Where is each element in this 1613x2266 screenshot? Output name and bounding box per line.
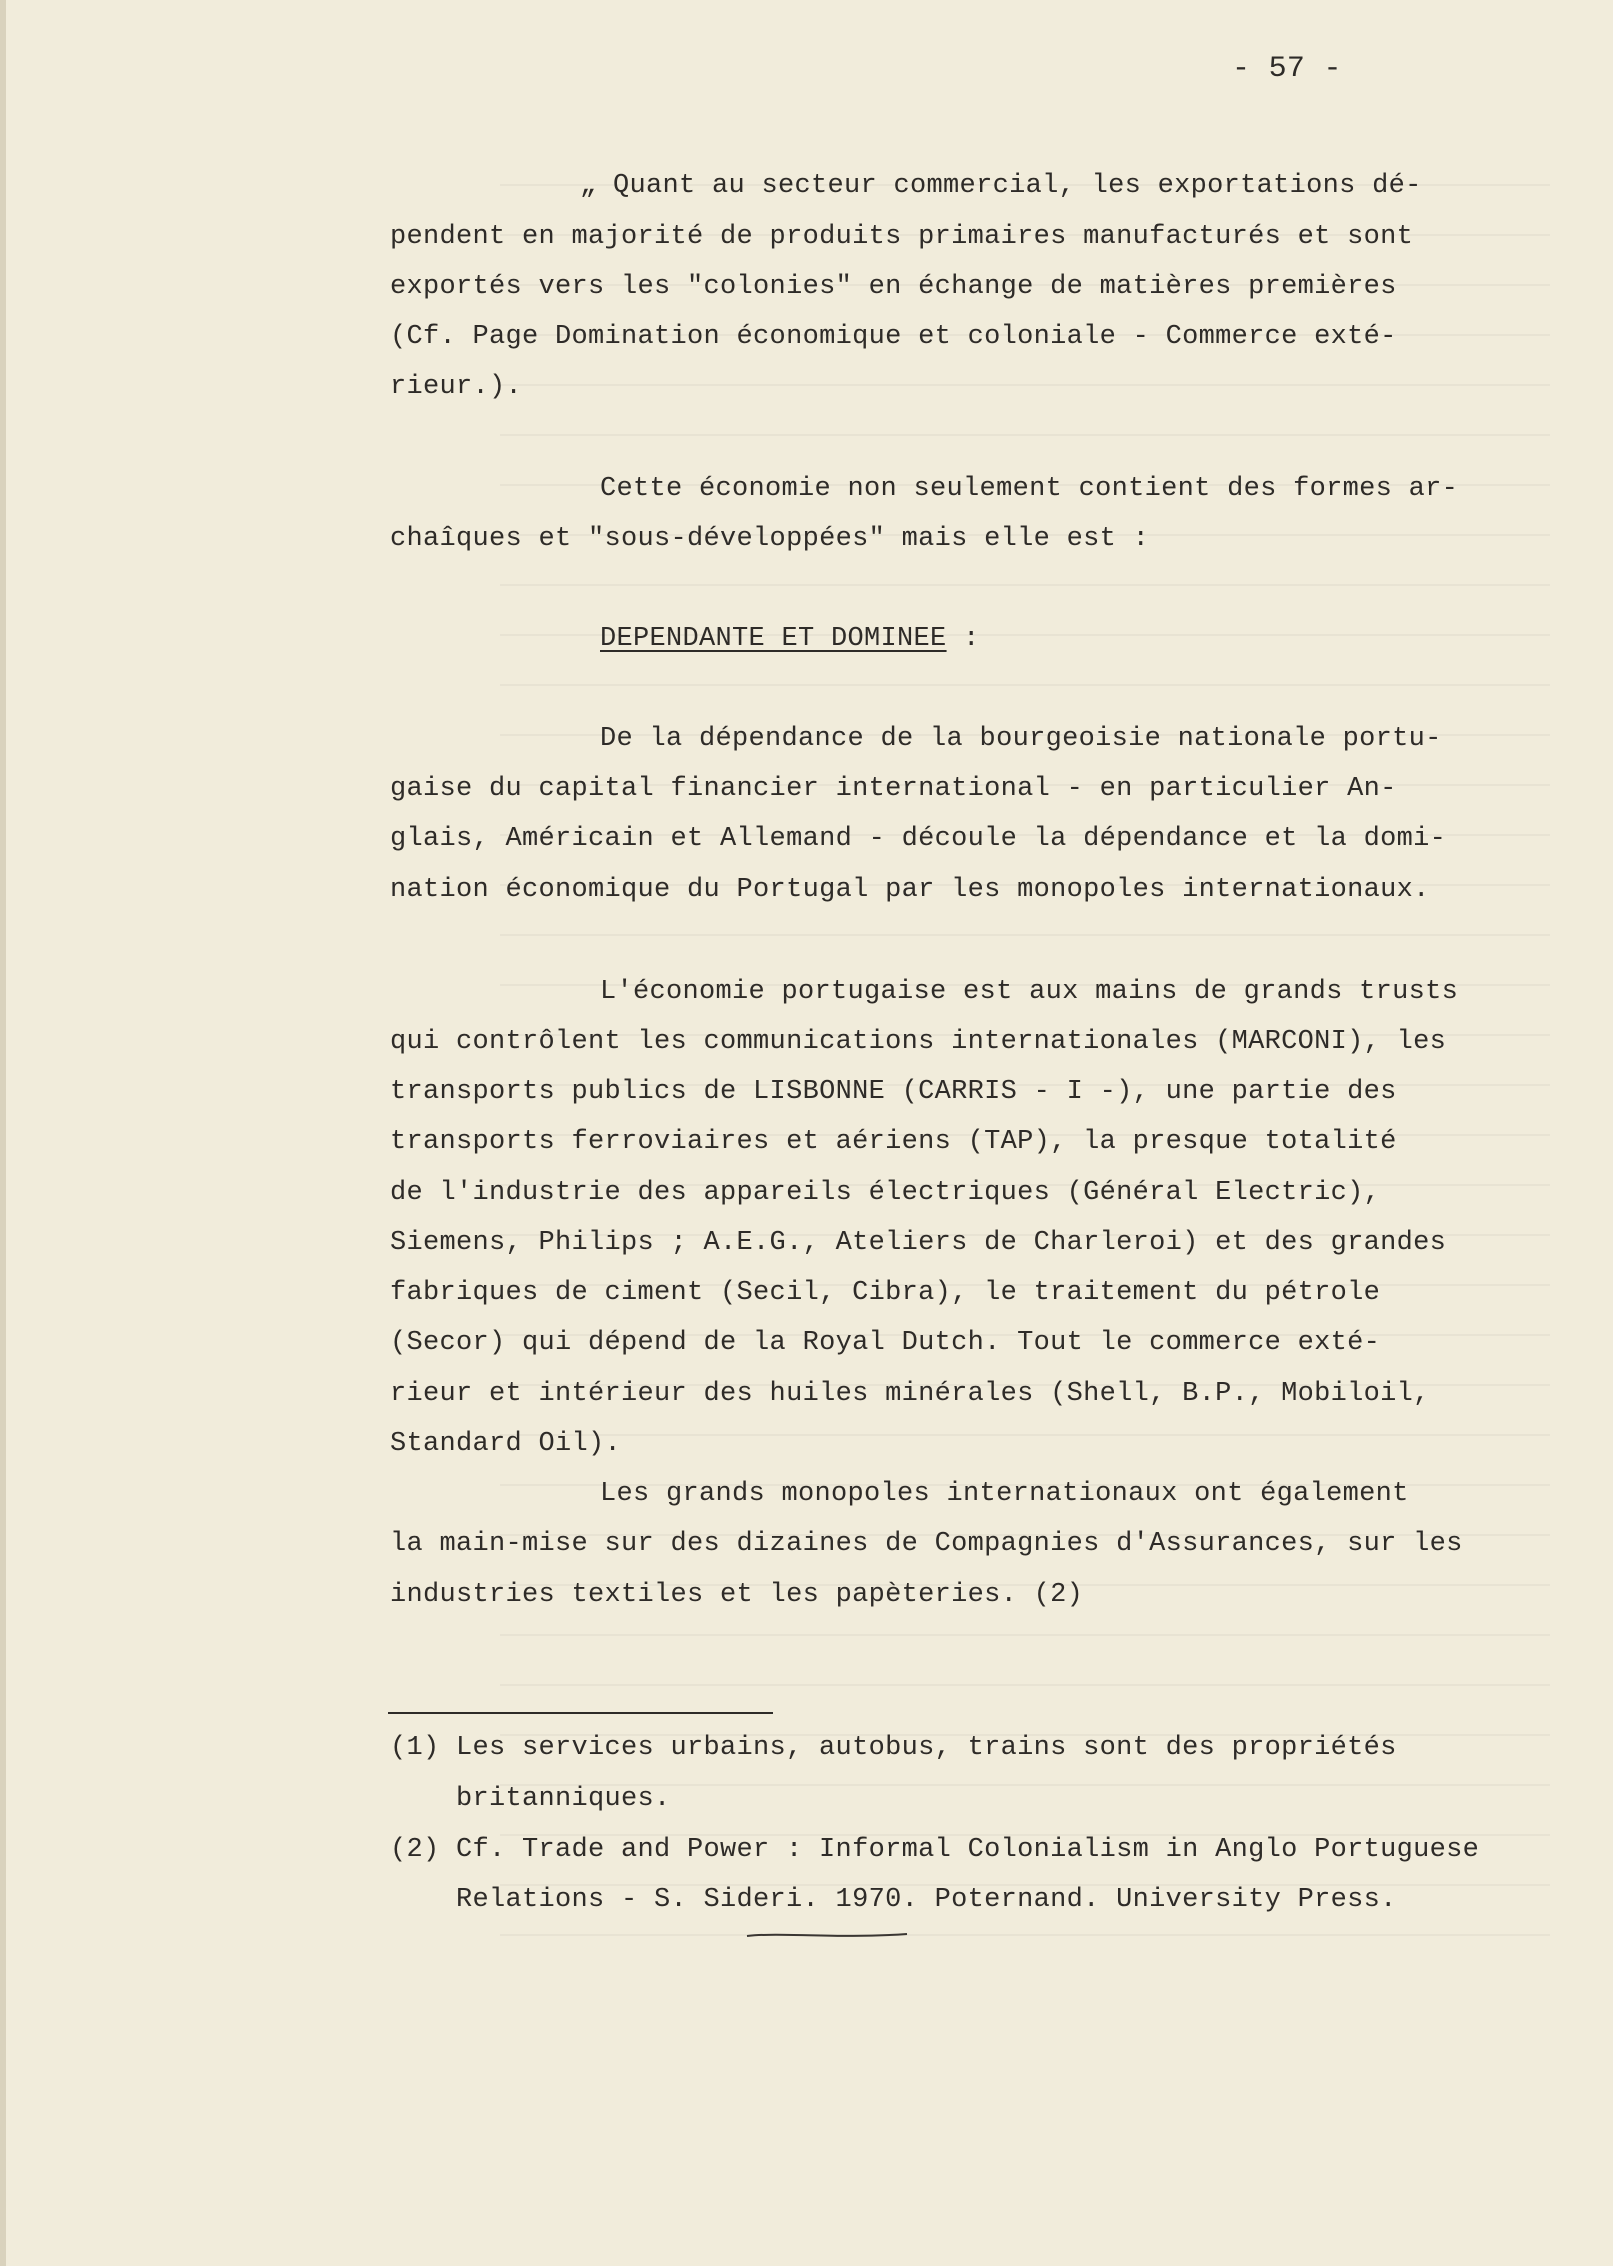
text-line: transports ferroviaires et aériens (TAP), la presque totalité <box>390 1127 1397 1157</box>
page-number: - 57 - <box>1232 52 1342 86</box>
text-line: L'économie portugaise est aux mains de grands trusts <box>600 977 1459 1007</box>
text-line: industries textiles et les papèteries. (2) <box>390 1580 1084 1610</box>
text-line: gaise du capital financier international - en particulier An- <box>390 774 1397 804</box>
footnote-marker: (1) <box>390 1733 440 1763</box>
text-line: (Secor) qui dépend de la Royal Dutch. Tout le commerce exté- <box>390 1328 1381 1358</box>
text-line: Cette économie non seulement contient des formes ar- <box>600 474 1459 504</box>
text-line: chaîques et "sous-développées" mais elle est : <box>390 524 1150 554</box>
page-edge-shadow <box>0 0 6 2266</box>
text-line: fabriques de ciment (Secil, Cibra), le traitement du pétrole <box>390 1278 1381 1308</box>
text-line: rieur et intérieur des huiles minérales (Shell, B.P., Mobiloil, <box>390 1379 1430 1409</box>
section-heading-suffix: : <box>946 624 980 654</box>
text-line: la main-mise sur des dizaines de Compagnies d'Assurances, sur les <box>390 1529 1463 1559</box>
text-line: Les grands monopoles internationaux ont également <box>600 1479 1409 1509</box>
footnote-marker: (2) <box>390 1835 440 1865</box>
footnote-separator <box>388 1712 773 1714</box>
text-line: de l'industrie des appareils électriques (Général Electric), <box>390 1178 1381 1208</box>
section-heading <box>600 624 980 654</box>
footnote-text: britanniques. <box>456 1784 671 1814</box>
text-line: „ Quant au secteur commercial, les exportations dé- <box>580 171 1422 201</box>
text-line: nation économique du Portugal par les monopoles internationaux. <box>390 875 1430 905</box>
text-line: exportés vers les "colonies" en échange de matières premières <box>390 272 1397 302</box>
footnote-text: Les services urbains, autobus, trains sont des propriétés <box>456 1733 1397 1763</box>
section-heading-text: DEPENDANTE ET DOMINEE <box>600 624 947 654</box>
text-line: transports publics de LISBONNE (CARRIS - I -), une partie des <box>390 1077 1397 1107</box>
text-line: Siemens, Philips ; A.E.G., Ateliers de Charleroi) et des grandes <box>390 1228 1447 1258</box>
handwritten-underline-mark <box>745 1930 910 1940</box>
text-line: Standard Oil). <box>390 1429 622 1459</box>
text-line: glais, Américain et Allemand - découle la dépendance et la domi- <box>390 824 1447 854</box>
text-line: De la dépendance de la bourgeoisie nationale portu- <box>600 724 1442 754</box>
text-line: qui contrôlent les communications internationales (MARCONI), les <box>390 1027 1447 1057</box>
footnote-text: Cf. Trade and Power : Informal Colonialism in Anglo Portuguese <box>456 1835 1480 1865</box>
text-line: rieur.). <box>390 372 523 402</box>
text-line: pendent en majorité de produits primaires manufacturés et sont <box>390 222 1414 252</box>
text-line: (Cf. Page Domination économique et coloniale - Commerce exté- <box>390 322 1397 352</box>
footnote-text: Relations - S. Sideri. 1970. Poternand. University Press. <box>456 1885 1397 1915</box>
